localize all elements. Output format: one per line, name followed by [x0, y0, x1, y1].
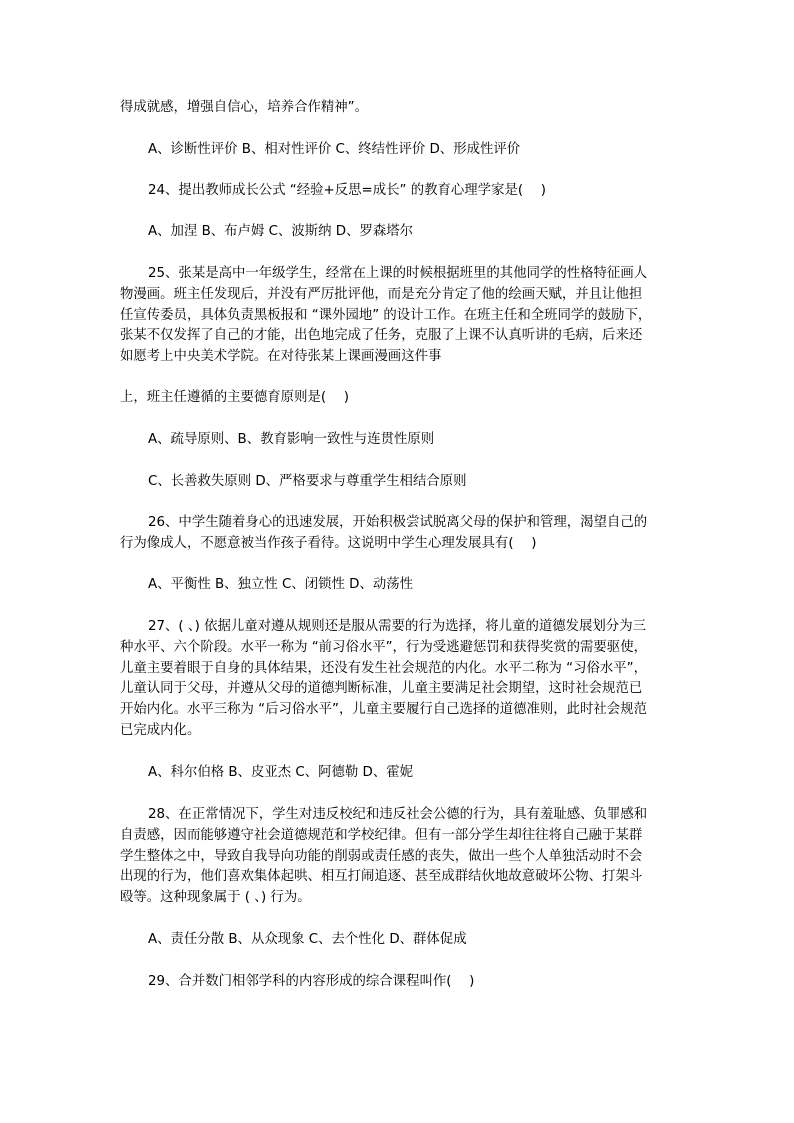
text-line: 26、中学生随着身心的迅速发展，开始积极尝试脱离父母的保护和管理，渴望自己的 [148, 515, 648, 530]
text-line: 张某不仅发挥了自己的才能，出色地完成了任务，克服了上课不认真听讲的毛病，后来还 [120, 328, 643, 344]
q27-options: A、科尔伯格 B、皮亚杰 C、阿德勒 D、霍妮 [148, 765, 414, 780]
q24-question: 24、提出教师成长公式 “经验+反思=成长” 的教育心理学家是( ) [148, 183, 546, 198]
text-line: 已完成内化。 [120, 722, 201, 738]
text-line: 物漫画。班主任发现后，并没有严厉批评他，而是充分肯定了他的绘画天赋，并且让他担 [120, 286, 643, 302]
text-line: 殴等。这种现象属于 ( 、) 行为。 [120, 890, 311, 906]
q27-question [120, 617, 680, 742]
text-line: 种水平、六个阶段。水平一称为 “前习俗水平”，行为受逃避惩罚和获得奖赏的需要驱使， [120, 639, 647, 655]
q24-options: A、加涅 B、布卢姆 C、波斯纳 D、罗森塔尔 [148, 224, 414, 239]
text-line: 得成就感，增强自信心，培养合作精神”。 [120, 100, 368, 115]
text-line: 28、在正常情况下，学生对违反校纪和违反社会公德的行为，具有羞耻感、负罪感和 [148, 807, 648, 822]
text-line: 出现的行为，他们喜欢集体起哄、相互打闹追逐、甚至成群结伙地故意破坏公物、打架斗 [120, 869, 643, 885]
q28-options: A、责任分散 B、从众现象 C、去个性化 D、群体促成 [148, 932, 467, 947]
q29-question: 29、合并数门相邻学科的内容形成的综合课程叫作( ) [148, 974, 475, 989]
q25-options-2: C、长善救失原则 D、严格要求与尊重学生相结合原则 [148, 474, 467, 489]
text-line: 开始内化。水平三称为 “后习俗水平”，儿童主要履行自己选择的道德准则，此时社会规范 [120, 702, 647, 718]
text-line: 自责感，因而能够遵守社会道德规范和学校纪律。但有一部分学生却往往将自己融于某群 [120, 827, 643, 843]
text-line: 任宣传委员，具体负责黑板报和 “课外园地” 的设计工作。在班主任和全班同学的鼓励下， [120, 307, 652, 323]
text-line: 27、( 、) 依据儿童对遵从规则还是服从需要的行为选择，将儿童的道德发展划分为三 [148, 619, 646, 634]
text-line: 行为像成人，不愿意被当作孩子看待。这说明中学生心理发展具有( ) [120, 535, 537, 551]
q26-options: A、平衡性 B、独立性 C、闭锁性 D、动荡性 [148, 577, 414, 592]
q23-options: A、诊断性评价 B、相对性评价 C、终结性评价 D、形成性评价 [148, 142, 521, 157]
text-line: 学生整体之中，导致自我导向功能的削弱或责任感的丧失，做出一些个人单独活动时不会 [120, 848, 643, 864]
q26-question [120, 513, 680, 555]
q25-options-1: A、疏导原则、B、教育影响一致性与连贯性原则 [148, 432, 435, 447]
text-line: 儿童主要着眼于自身的具体结果，还没有发生社会规范的内化。水平二称为 “习俗水平”， [120, 660, 647, 676]
q25-question [120, 264, 680, 368]
text-line: 25、张某是高中一年级学生，经常在上课的时候根据班里的其他同学的性格特征画人 [148, 266, 648, 281]
text-line: 如愿考上中央美术学院。在对待张某上课画漫画这件事 [120, 349, 442, 365]
q28-question [120, 805, 680, 909]
q25-continuation: 上，班主任遵循的主要德育原则是( ) [120, 390, 349, 405]
text-line: 儿童认同于父母，并遵从父母的道德判断标准，儿童主要满足社会期望，这时社会规范已 [120, 681, 643, 697]
